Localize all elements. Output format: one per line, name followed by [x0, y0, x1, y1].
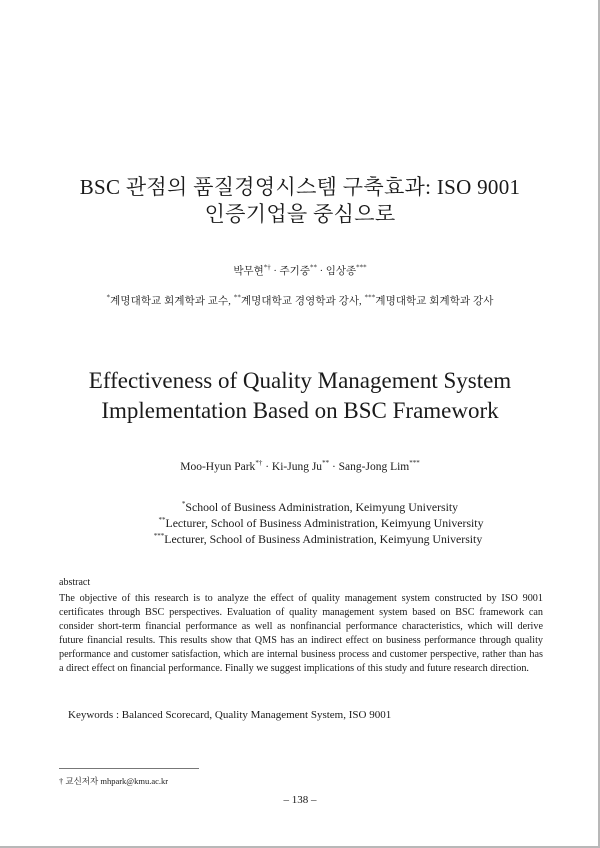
kr-author-1-mark: *† [263, 263, 271, 272]
en-author-3: Sang-Jong Lim [338, 461, 410, 473]
en-author-2-mark: ** [322, 459, 330, 468]
korean-authors [0, 263, 600, 278]
en-author-sep-1: · [262, 461, 272, 473]
kr-author-3: 임상종 [325, 266, 357, 277]
english-title [0, 366, 600, 426]
kr-affil-2-mark: ** [233, 293, 241, 302]
kr-author-sep-1: · [270, 266, 280, 277]
kr-affil-3-mark: *** [364, 293, 376, 302]
corresponding-author-footnote [59, 775, 168, 787]
en-affiliation-2 [0, 515, 600, 531]
en-affil-2-mark: ** [158, 516, 166, 525]
english-title-line-2: Implementation Based on BSC Framework [101, 398, 499, 423]
korean-title-line-1: BSC 관점의 품질경영시스템 구축효과: ISO 9001 [79, 175, 521, 199]
kr-affil-2: 계명대학교 경영학과 강사, [240, 296, 365, 307]
en-author-sep-2: · [329, 461, 339, 473]
kr-author-2: 주기중 [279, 266, 310, 277]
en-affil-3-mark: *** [153, 532, 165, 541]
kr-author-sep-2: · [316, 266, 326, 277]
en-affil-1-mark: * [181, 500, 186, 509]
footnote-divider [59, 768, 199, 769]
english-title-line-1: Effectiveness of Quality Management System [88, 368, 512, 393]
abstract-label: abstract [59, 577, 91, 588]
en-affil-2-text: Lecturer, School of Business Administration, Keimyung University [165, 516, 484, 530]
kr-author-1: 박무현 [233, 266, 264, 277]
korean-title-line-2: 인증기업을 중심으로 [204, 202, 396, 226]
en-author-1-mark: *† [255, 459, 263, 468]
en-author-3-mark: *** [409, 459, 420, 468]
en-affil-1-text: School of Business Administration, Keimyung University [185, 500, 459, 514]
kr-affil-3: 계명대학교 회계학과 강사 [375, 296, 494, 307]
keywords: Keywords : Balanced Scorecard, Quality Management System, ISO 9001 [68, 709, 392, 721]
en-affiliation-1 [0, 499, 600, 515]
korean-affiliations [0, 293, 600, 308]
korean-title [0, 174, 600, 228]
english-authors [0, 461, 600, 473]
kr-author-2-mark: ** [309, 263, 317, 272]
kr-affil-1: 계명대학교 회계학과 교수, [110, 296, 234, 307]
english-affiliations [0, 499, 600, 547]
en-affil-3-text: Lecturer, School of Business Administration, Keimyung University [164, 532, 483, 546]
kr-author-3-mark: *** [356, 263, 367, 272]
en-author-1: Moo-Hyun Park [180, 461, 256, 473]
abstract-text: The objective of this research is to analyze the effect of quality management system constructed by ISO 9001 certificates through BSC perspectives. Evaluation of quality management system based on BSC framework can consider short-term financial performance as well as nonfinancial performance characteristics, which will derive future financial results. This results show that QMS has an indirect effect on business performance through quality performance and customer satisfaction, which are internal business process and customer perspective, rather than has a direct effect on financial performance. Finally we suggest implications of this study and future research direction. [59, 593, 543, 674]
en-affiliation-3 [0, 531, 600, 547]
page-number: – 138 – [283, 794, 317, 806]
kr-affil-1-mark: * [106, 293, 111, 302]
en-author-2: Ki-Jung Ju [271, 461, 323, 473]
footnote-text: 교신저자 mhpark@kmu.ac.kr [63, 776, 169, 786]
dagger-mark: † [59, 776, 64, 786]
